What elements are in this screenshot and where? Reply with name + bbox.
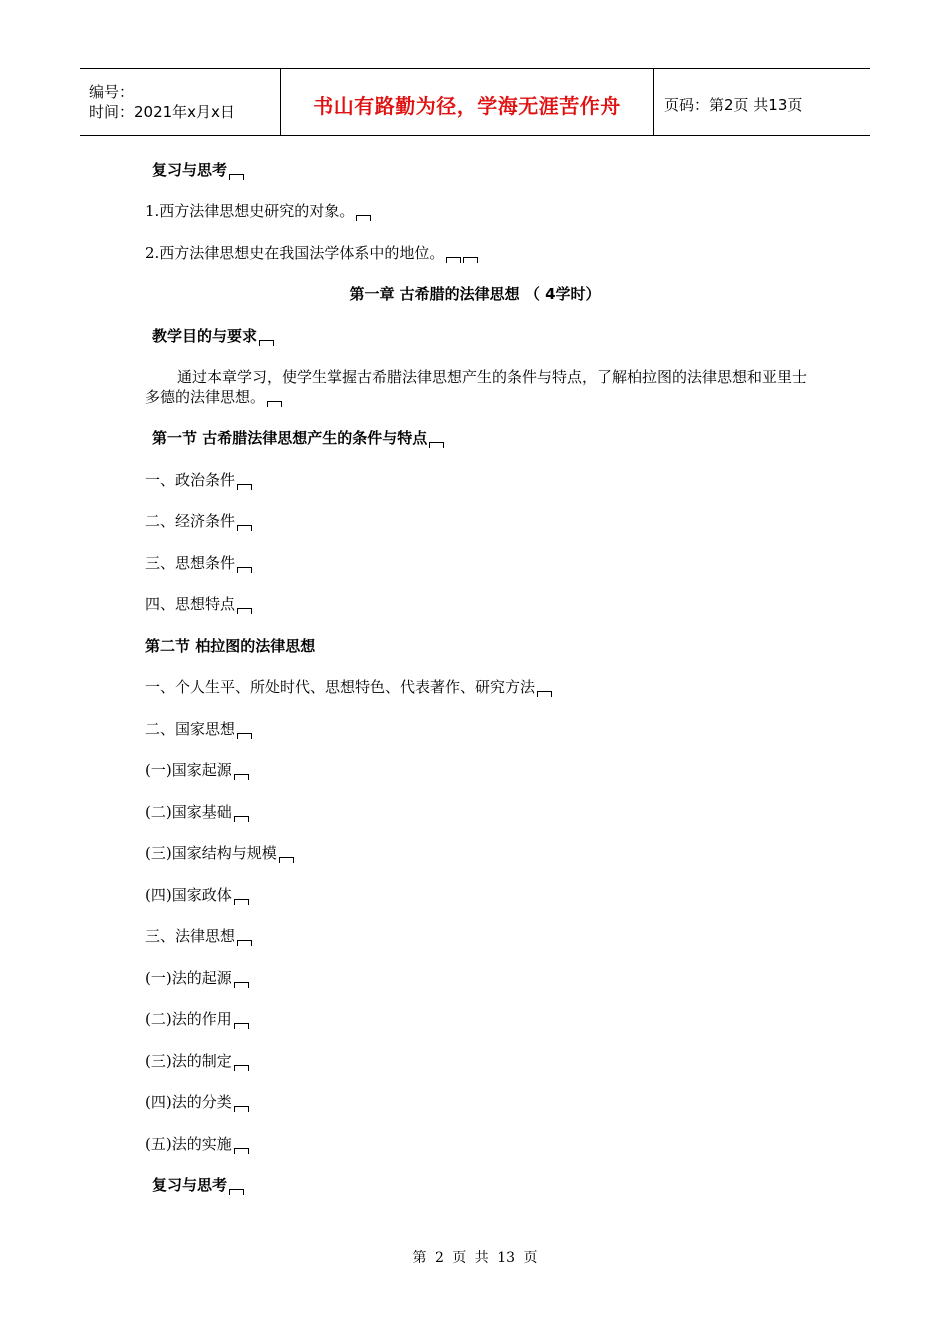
- header-motto-cell: [281, 69, 654, 135]
- section-2-item: (二)国家基础: [145, 802, 249, 822]
- section-2-item: 二、国家思想: [145, 719, 252, 739]
- paragraph-mark-icon: [234, 899, 249, 905]
- section-2-item: (一)国家起源: [145, 760, 249, 780]
- section-2-item: (四)法的分类: [145, 1092, 249, 1112]
- review-heading-1: 复习与思考: [152, 160, 244, 180]
- paragraph-mark-icon: [267, 401, 282, 407]
- paragraph-mark-icon: [234, 1065, 249, 1071]
- paragraph-mark-icon: [537, 691, 552, 697]
- paragraph-mark-icon: [234, 774, 249, 780]
- paragraph-mark-icon: [237, 525, 252, 531]
- paragraph-mark-icon: [237, 567, 252, 573]
- section-2-item: (四)国家政体: [145, 885, 249, 905]
- paragraph-mark-icon: [234, 1106, 249, 1112]
- chapter-title: 第一章 古希腊的法律思想 （ 4学时）: [349, 285, 601, 303]
- section-2-item: (二)法的作用: [145, 1009, 249, 1029]
- review-heading-2: 复习与思考: [152, 1175, 244, 1195]
- section-2-item: 一、个人生平、所处时代、思想特色、代表著作、研究方法: [145, 677, 552, 697]
- section-2-item: (三)国家结构与规模: [145, 843, 294, 863]
- header-meta: [80, 69, 281, 135]
- section-1-title: 第一节 古希腊法律思想产生的条件与特点: [152, 428, 444, 448]
- number-label: 编号：: [89, 83, 135, 101]
- paragraph-mark-icon: [229, 1189, 244, 1195]
- section-2-item: (一)法的起源: [145, 968, 249, 988]
- paragraph-mark-icon: [429, 442, 444, 448]
- goal-text: 通过本章学习，使学生掌握古希腊法律思想产生的条件与特点，了解柏拉图的法律思想和亚里士多德的法律思想。: [145, 368, 808, 406]
- paragraph-mark-icon: [356, 215, 371, 221]
- paragraph-mark-icon: [463, 257, 478, 263]
- page-label: 页码：第2页 共13页: [664, 95, 803, 114]
- paragraph-mark-icon: [234, 1023, 249, 1029]
- paragraph-mark-icon: [237, 484, 252, 490]
- paragraph-mark-icon: [259, 340, 274, 346]
- paragraph-mark-icon: [237, 940, 252, 946]
- section-2-item: (三)法的制定: [145, 1051, 249, 1071]
- paragraph-mark-icon: [237, 733, 252, 739]
- section-2-title: 第二节 柏拉图的法律思想: [145, 637, 316, 655]
- section-1-item: 四、思想特点: [145, 594, 252, 614]
- page-footer: 第 2 页 共 13 页: [412, 1250, 538, 1266]
- paragraph-mark-icon: [279, 857, 294, 863]
- section-1-item: 二、经济条件: [145, 511, 252, 531]
- page-header: [80, 68, 870, 136]
- header-page-cell: [654, 69, 870, 135]
- section-1-item: 三、思想条件: [145, 553, 252, 573]
- paragraph-mark-icon: [234, 1148, 249, 1154]
- paragraph-mark-icon: [234, 816, 249, 822]
- review-question-2: 2.西方法律思想史在我国法学体系中的地位。: [145, 243, 478, 263]
- paragraph-mark-icon: [237, 608, 252, 614]
- date-label: 时间：2021年x月x日: [89, 103, 235, 121]
- goal-heading: 教学目的与要求: [152, 326, 274, 346]
- section-2-item: (五)法的实施: [145, 1134, 249, 1154]
- section-1-item: 一、政治条件: [145, 470, 252, 490]
- paragraph-mark-icon: [446, 257, 461, 263]
- paragraph-mark-icon: [234, 982, 249, 988]
- paragraph-mark-icon: [229, 174, 244, 180]
- motto: 书山有路勤为径，学海无涯苦作舟: [313, 93, 621, 118]
- section-2-item: 三、法律思想: [145, 926, 252, 946]
- review-question-1: 1.西方法律思想史研究的对象。: [145, 201, 371, 221]
